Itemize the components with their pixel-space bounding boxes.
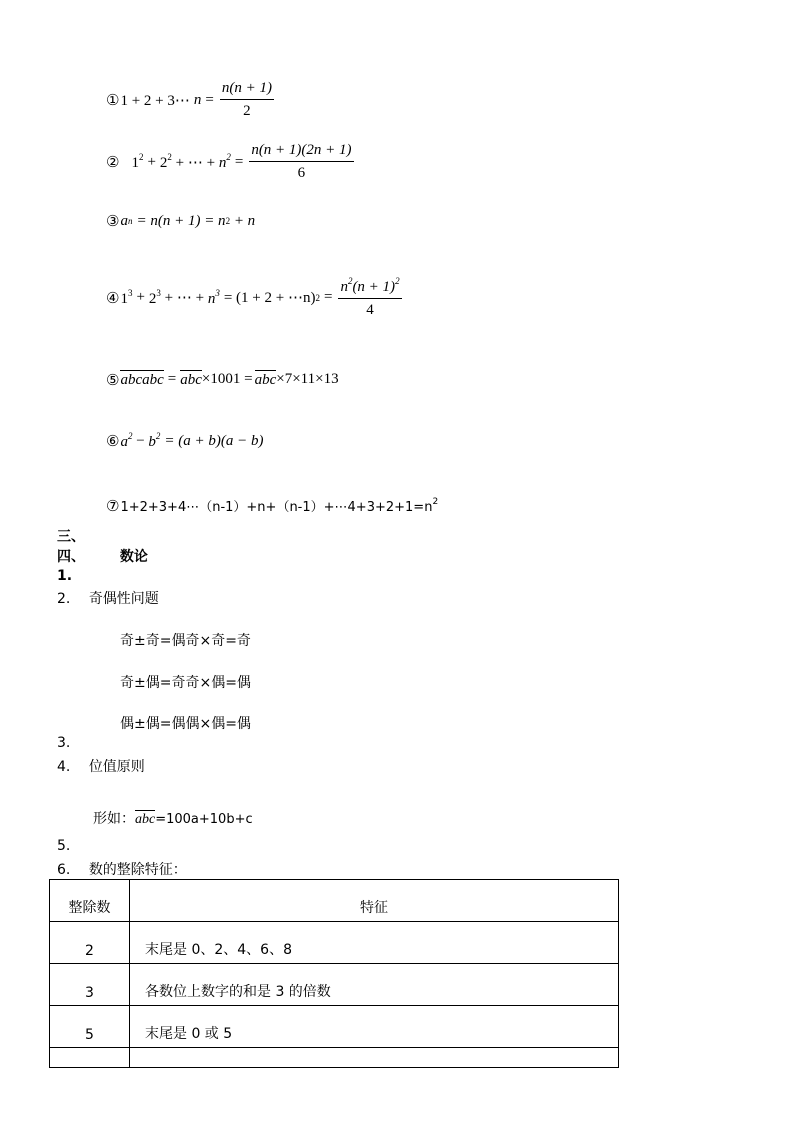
formula-2: ② $1^2$ + $2^2$ + ⋯ + $n^2$ = $\frac{n(n + 1)(2n + 1)}{6}$ [106, 142, 352, 181]
item-4 [57, 756, 145, 776]
formula-1-numerator: n(n + 1) [220, 80, 274, 100]
table-row [50, 922, 619, 964]
circled-number-1: ① [106, 91, 120, 109]
place-value-expression [93, 808, 253, 828]
formula-3-a: a [120, 212, 128, 229]
formula-1-fraction [220, 80, 274, 120]
section-4-heading [57, 546, 148, 566]
circled-number-2: ② [106, 153, 120, 171]
formula-1-denominator: 2 [243, 103, 251, 119]
item-5: 5. [57, 838, 71, 854]
formula-5-tail: ×7×11×13 [276, 371, 339, 387]
feature-cell: 各数位上数字的和是 3 的倍数 [130, 964, 619, 1006]
formula-2-eq: = [234, 153, 244, 170]
formula-1-n: n [193, 91, 202, 108]
formula-2-term-2: $2^2$ [159, 152, 172, 171]
formula-4-denominator: 4 [366, 302, 374, 318]
formula-4-ellipsis: + ⋯ + [160, 290, 208, 306]
formula-2-ellipsis: + ⋯ + [171, 154, 219, 171]
formula-2-n: $n^2$ [218, 152, 231, 171]
section-4-number: 四、 [57, 549, 85, 565]
formula-5 [106, 370, 339, 389]
formula-5-overline-2: abc [180, 372, 202, 388]
empty-cell [130, 1048, 619, 1068]
formula-6-a: $a^2$ [120, 431, 133, 450]
formula-6: ⑥ $a^2$ − $b^2$ = (a + b)(a − b) [106, 431, 264, 450]
parity-rule-1: 奇±奇=偶奇×奇=奇 [120, 633, 251, 649]
place-value-label: 形如： [93, 811, 135, 827]
feature-cell: 末尾是 0 或 5 [130, 1006, 619, 1048]
divisibility-table [49, 879, 619, 1068]
header-divisor: 整除数 [50, 880, 130, 922]
table-row [50, 1006, 619, 1048]
item-6-number: 6. [57, 862, 71, 878]
section-4-title: 数论 [119, 549, 148, 565]
item-6 [57, 859, 187, 879]
parity-rule-2: 奇±偶=奇奇×偶=偶 [120, 675, 251, 691]
place-value-rhs: =100a+10b+c [155, 812, 253, 827]
circled-number-4: ④ [106, 288, 120, 307]
formula-4-term-1: $1^3$ [120, 287, 133, 307]
header-feature: 特征 [130, 880, 619, 922]
item-2 [57, 588, 159, 608]
divisor-cell: 5 [50, 1006, 130, 1048]
item-4-title: 位值原则 [88, 759, 145, 775]
formula-4-numerator: $n^2(n + 1)^2$ [338, 276, 401, 299]
formula-4-term-2: $2^3$ [148, 287, 161, 307]
formula-3: ③ a n = n(n + 1) = n 2 + n [106, 212, 256, 230]
item-4-number: 4. [57, 759, 71, 775]
formula-2-numerator: n(n + 1)(2n + 1) [249, 142, 353, 162]
table-empty-row [50, 1048, 619, 1068]
table-header-row [50, 880, 619, 922]
formula-4-n: $n^3$ [207, 287, 220, 307]
table-row [50, 964, 619, 1006]
formula-1-lhs: 1 + 2 + 3⋯ [120, 92, 190, 109]
formula-2-term-1: $1^2$ [131, 152, 144, 171]
circled-number-7: ⑦ [106, 497, 120, 515]
formula-5-mid: ×1001 = [201, 371, 253, 387]
formula-2-fraction [249, 142, 353, 182]
formula-6-rhs: = (a + b)(a − b) [164, 432, 264, 449]
empty-cell [50, 1048, 130, 1068]
formula-1-eq: = [205, 91, 214, 108]
formula-3-rhs: = n(n + 1) = n [136, 212, 226, 229]
formula-4-eq: = [323, 289, 333, 305]
formula-5-eq: = [167, 371, 177, 387]
formula-7-text: 1+2+3+4⋯（n-1）+n+（n-1）+⋯4+3+2+1=n [120, 500, 433, 515]
formula-6-b: $b^2$ [148, 431, 161, 450]
formula-4-middle: = (1 + 2 + ⋯n) [223, 290, 316, 306]
formula-3-tail: + n [230, 212, 256, 229]
formula-5-overline-3: abc [254, 372, 277, 388]
circled-number-3: ③ [106, 212, 120, 230]
formula-4-fraction [338, 276, 401, 319]
circled-number-5: ⑤ [106, 370, 120, 389]
item-3: 3. [57, 735, 71, 751]
item-1: 1. [57, 568, 73, 584]
divisor-cell: 2 [50, 922, 130, 964]
formula-4: ④ $1^3$ + $2^3$ + ⋯ + $n^3$ = (1 + 2 + ⋯n) 2 = $\frac{n^2(n + 1)^2}{4}$ [106, 276, 400, 318]
formula-2-denominator: 6 [297, 165, 306, 181]
feature-cell: 末尾是 0、2、4、6、8 [130, 922, 619, 964]
parity-rule-3: 偶±偶=偶偶×偶=偶 [120, 716, 251, 732]
circled-number-6: ⑥ [106, 432, 120, 450]
item-2-number: 2. [57, 591, 71, 607]
place-value-overline: abc [135, 812, 156, 827]
item-2-title: 奇偶性问题 [88, 591, 159, 607]
formula-1 [106, 80, 276, 120]
formula-7: $⑦1+2+3+4\cdots(n-1)+n+(n-1)+\cdots 4+3+2+1=n^2$ [106, 497, 439, 515]
item-6-title: 数的整除特征： [88, 862, 187, 878]
divisor-cell: 3 [50, 964, 130, 1006]
formula-5-overline-1: abcabc [120, 372, 164, 388]
section-3-heading: 三、 [57, 529, 85, 545]
